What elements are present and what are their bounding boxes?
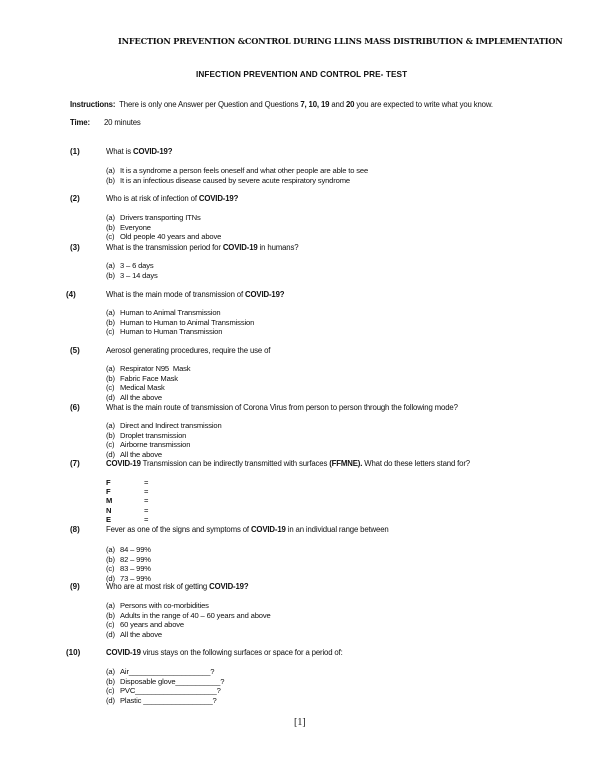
option: (a) 3 – 6 days [106,261,154,270]
acronym-row: F = [106,478,149,487]
option: (a) It is a syndrome a person feels oneself and what other people are able to see [106,166,369,175]
option: (b) Disposable glove___________? [106,676,225,686]
option: (c) Airborne transmission [106,440,191,449]
option: (b) Droplet transmission [106,430,187,440]
acronym-row: N = [106,505,149,515]
option: (a) Air____________________? [106,667,215,676]
question-text: COVID-19 virus stays on the following surfaces or space for a period of: [106,648,343,657]
option: (c) Human to Human Transmission [106,327,223,336]
document-subtitle: INFECTION PREVENTION AND CONTROL PRE- TEST [196,70,408,79]
option: (b) 82 – 99% [106,554,151,564]
option: (a) Direct and Indirect transmission [106,421,222,430]
question-text: What is the main mode of transmission of COVID-19? [106,290,285,299]
option: (a) Human to Animal Transmission [106,308,221,317]
question-text: Who is at risk of infection of COVID-19? [106,194,239,203]
acronym-row: E = [106,514,149,524]
question-text: Aerosol generating procedures, require the use of [106,346,271,355]
page-number: [1] [294,717,306,728]
acronym-row: M = [106,496,149,506]
instructions [70,100,493,109]
option: (a) Persons with co-morbidities [106,601,209,610]
option-list [106,421,222,459]
instructions-text: There is only one Answer per Question and Questions [119,100,301,109]
option: (d) All the above [106,629,162,639]
option-list [106,261,158,280]
option: (c) PVC____________________? [106,686,221,695]
option: (a) Respirator N95 Mask [106,364,191,373]
option: (d) All the above [106,392,162,402]
option-list [106,308,254,337]
question-number: (10) [66,648,81,657]
option: (d) All the above [106,449,162,459]
question-number: (6) [70,403,80,412]
option: (a) 84 – 99% [106,545,151,554]
question-number: (1) [70,147,80,156]
time-value: 20 minutes [104,118,141,127]
time-row [70,118,141,127]
option: (b) 3 – 14 days [106,270,158,280]
option-list [106,545,151,583]
instructions-text: you are expected to write what you know. [354,100,493,109]
option: (b) Fabric Face Mask [106,373,178,383]
option: (b) Human to Human to Animal Transmission [106,317,255,327]
option: (d) Plastic _________________? [106,695,217,705]
option-list [106,667,224,705]
question-text: What is COVID-19? [106,147,173,156]
question-text: COVID-19 Transmission can be indirectly transmitted with surfaces (FFMNE). What do these letters stand for? [106,459,470,468]
document-title: INFECTION PREVENTION &CONTROL DURING LLINS MASS DISTRIBUTION & IMPLEMENTATION [118,36,563,46]
question-number: (5) [70,346,80,355]
option: (b) Adults in the range of 40 – 60 years and above [106,610,271,620]
option-list [106,364,190,402]
question-text: What is the transmission period for COVID-19 in humans? [106,243,299,252]
option: (d) 73 – 99% [106,573,151,583]
instructions-question-number-last: 20 [345,100,355,109]
time-label: Time: [70,118,90,127]
instructions-text: and [329,100,346,109]
question-text: Fever as one of the signs and symptoms of COVID-19 in an individual range between [106,525,389,534]
question-text: Who are at most risk of getting COVID-19? [106,582,249,591]
option: (c) Old people 40 years and above [106,232,222,241]
option: (c) 83 – 99% [106,564,151,573]
question-number: (9) [70,582,80,591]
question-number: (7) [70,459,80,468]
question-number: (2) [70,194,80,203]
acronym-row: F = [106,487,149,497]
question-number: (4) [66,290,76,299]
option: (a) Drivers transporting ITNs [106,213,201,222]
acronym-list [106,478,148,524]
option-list [106,166,368,185]
option: (b) Everyone [106,222,151,232]
question-text: What is the main route of transmission of Corona Virus from person to person through the following mode? [106,403,458,412]
question-number: (8) [70,525,80,534]
instructions-question-numbers: 7, 10, 19 [300,100,330,109]
option-list [106,601,271,639]
instructions-label: Instructions: [70,100,116,109]
question-number: (3) [70,243,80,252]
option: (c) 60 years and above [106,620,185,629]
option: (c) Medical Mask [106,383,165,392]
option-list [106,213,221,242]
option: (b) It is an infectious disease caused by severe acute respiratory syndrome [106,175,350,185]
